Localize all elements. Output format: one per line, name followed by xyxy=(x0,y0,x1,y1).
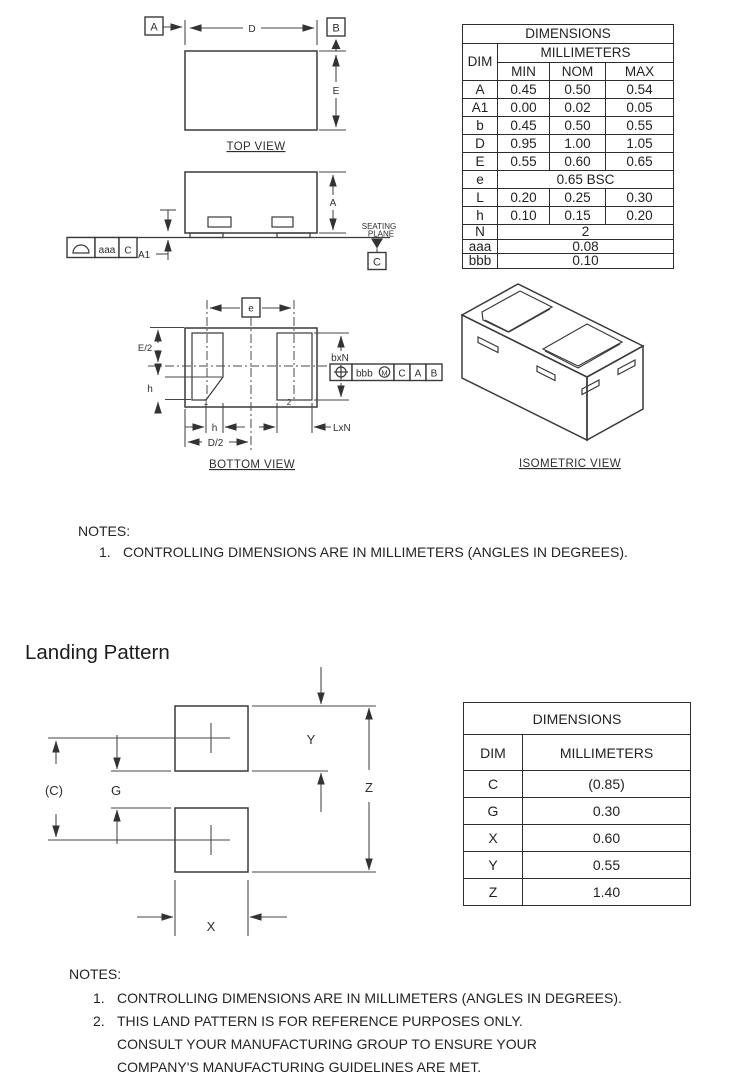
dim-label-bxN: bxN xyxy=(331,353,349,364)
table-row xyxy=(464,798,691,825)
top-view-title: TOP VIEW xyxy=(226,141,286,153)
side-view-drawing xyxy=(67,172,396,270)
value-cell: 0.20 xyxy=(498,189,550,207)
value-cell: 0.95 xyxy=(498,135,550,153)
dim-cell: E xyxy=(463,153,498,171)
table-title: DIMENSIONS xyxy=(463,25,674,44)
package-dimensions-table xyxy=(462,24,674,269)
table-row xyxy=(463,254,674,269)
bottom-view-drawing xyxy=(138,298,442,471)
dim-cell: h xyxy=(463,207,498,225)
table-row xyxy=(463,153,674,171)
iso-side-terminal-4 xyxy=(618,360,635,375)
table-row xyxy=(463,99,674,117)
dim-cell: X xyxy=(464,825,523,852)
dim-label-D2: D/2 xyxy=(207,438,224,449)
datum-a-label: A xyxy=(150,21,158,34)
dim-cell: N xyxy=(463,225,498,240)
iso-side-terminal-2 xyxy=(537,366,555,381)
bottom-view-title: BOTTOM VIEW xyxy=(209,459,295,471)
dim-label-h-side: h xyxy=(147,384,153,395)
dim-header: DIM xyxy=(464,735,523,771)
table-title: DIMENSIONS xyxy=(464,703,691,735)
dim-cell: aaa xyxy=(463,239,498,254)
value-cell: 0.05 xyxy=(606,99,674,117)
table-row xyxy=(464,852,691,879)
dim-cell: L xyxy=(463,189,498,207)
table-row xyxy=(463,117,674,135)
value-cell: 0.20 xyxy=(606,207,674,225)
landing-note-2-cont-2: COMPANY'S MANUFACTURING GUIDELINES ARE MET. xyxy=(117,1059,482,1075)
position-tolerance: bbb xyxy=(356,368,373,380)
value-cell: 0.30 xyxy=(523,798,691,825)
mmc-modifier-letter: M xyxy=(381,368,388,378)
dim-label-e: e xyxy=(248,303,254,315)
seating-plane-text-2: PLANE xyxy=(367,229,395,239)
position-datum-3: B xyxy=(430,368,438,380)
pin-1-number: 1 xyxy=(203,398,209,407)
dim-cell: Z xyxy=(464,879,523,906)
value-cell: 0.60 xyxy=(550,153,606,171)
dim-label-E2: E/2 xyxy=(137,343,153,354)
value-cell: 0.00 xyxy=(498,99,550,117)
landing-note-2-cont-1: CONSULT YOUR MANUFACTURING GROUP TO ENSURE YOUR xyxy=(117,1036,537,1052)
table-row xyxy=(464,771,691,798)
table-row xyxy=(463,171,674,189)
package-body-side xyxy=(185,172,317,233)
dim-label-A1: A1 xyxy=(138,250,151,261)
value-cell: 1.05 xyxy=(606,135,674,153)
value-cell: 0.15 xyxy=(550,207,606,225)
value-cell: (0.85) xyxy=(523,771,691,798)
note-number: 1. xyxy=(99,544,111,560)
landing-notes-heading: NOTES: xyxy=(69,966,122,982)
note-number: 2. xyxy=(93,1013,105,1029)
landing-dimensions-table xyxy=(463,702,691,906)
pin-2-number: 2 xyxy=(286,398,292,407)
iso-side-terminal-1 xyxy=(478,337,498,353)
seating-plane-flag xyxy=(371,239,383,249)
dim-cell: bbb xyxy=(463,254,498,269)
landing-note-1 xyxy=(93,990,622,1006)
dim-cell: D xyxy=(463,135,498,153)
dim-label-A: A xyxy=(329,198,337,209)
unit-header: MILLIMETERS xyxy=(498,44,674,63)
value-cell: 2 xyxy=(498,225,674,240)
table-row xyxy=(463,189,674,207)
value-cell: 0.10 xyxy=(498,254,674,269)
value-cell: 0.10 xyxy=(498,207,550,225)
value-cell: 0.45 xyxy=(498,81,550,99)
flatness-control-frame xyxy=(67,238,137,258)
note-number: 1. xyxy=(93,990,105,1006)
dim-cell: A1 xyxy=(463,99,498,117)
value-cell: 0.60 xyxy=(523,825,691,852)
datum-c-label: C xyxy=(373,256,381,269)
package-note-1 xyxy=(99,544,628,560)
value-cell: 0.02 xyxy=(550,99,606,117)
flatness-datum: C xyxy=(124,245,132,257)
landing-note-2 xyxy=(93,1013,523,1029)
value-cell: 0.55 xyxy=(523,852,691,879)
value-cell: 0.50 xyxy=(550,117,606,135)
landing-pattern-heading: Landing Pattern xyxy=(25,641,170,664)
table-row xyxy=(464,879,691,906)
dim-cell: G xyxy=(464,798,523,825)
value-cell: 0.30 xyxy=(606,189,674,207)
table-row xyxy=(463,207,674,225)
note-text: CONTROLLING DIMENSIONS ARE IN MILLIMETERS (ANGLES IN DEGREES). xyxy=(117,990,622,1006)
flatness-tolerance: aaa xyxy=(98,245,116,256)
dim-cell: Y xyxy=(464,852,523,879)
dim-cell: C xyxy=(464,771,523,798)
iso-side-terminal-3 xyxy=(582,380,599,395)
land-dim-G: G xyxy=(110,783,122,798)
note-text: CONTROLLING DIMENSIONS ARE IN MILLIMETERS (ANGLES IN DEGREES). xyxy=(123,544,628,560)
land-dim-C: (C) xyxy=(44,783,64,798)
land-dim-X: X xyxy=(206,919,216,934)
top-view-drawing xyxy=(145,17,346,153)
dim-cell: e xyxy=(463,171,498,189)
value-cell: 0.25 xyxy=(550,189,606,207)
position-datum-1: C xyxy=(398,368,406,380)
datum-b-flag xyxy=(332,39,341,49)
isometric-view-drawing xyxy=(462,284,643,470)
table-row xyxy=(463,239,674,254)
dim-label-LxN: LxN xyxy=(333,423,351,434)
landing-pattern-drawing xyxy=(45,667,376,936)
value-cell: 1.40 xyxy=(523,879,691,906)
value-cell: 0.45 xyxy=(498,117,550,135)
value-cell: 1.00 xyxy=(550,135,606,153)
table-row xyxy=(463,81,674,99)
iso-pad-1 xyxy=(482,291,552,332)
seating-plane-text-1: SEATING xyxy=(361,222,397,231)
position-datum-2: A xyxy=(414,368,422,380)
land-dim-Z: Z xyxy=(365,780,373,795)
col-header-nom: NOM xyxy=(550,63,606,81)
value-cell: 0.54 xyxy=(606,81,674,99)
unit-header: MILLIMETERS xyxy=(523,735,691,771)
col-header-max: MAX xyxy=(606,63,674,81)
dim-label-h-bottom: h xyxy=(211,423,218,434)
dim-label-D: D xyxy=(248,24,256,35)
package-notes-heading: NOTES: xyxy=(78,523,131,539)
table-row xyxy=(464,825,691,852)
dim-cell: b xyxy=(463,117,498,135)
value-cell: 0.65 BSC xyxy=(498,171,674,189)
datum-b-label: B xyxy=(332,22,340,35)
table-row xyxy=(463,225,674,240)
dim-cell: A xyxy=(463,81,498,99)
table-row xyxy=(463,135,674,153)
land-dim-Y: Y xyxy=(306,732,316,747)
package-body-top xyxy=(185,51,317,130)
value-cell: 0.55 xyxy=(606,117,674,135)
value-cell: 0.65 xyxy=(606,153,674,171)
value-cell: 0.50 xyxy=(550,81,606,99)
value-cell: 0.55 xyxy=(498,153,550,171)
isometric-view-title: ISOMETRIC VIEW xyxy=(518,458,622,470)
position-control-frame xyxy=(330,364,442,381)
value-cell: 0.08 xyxy=(498,239,674,254)
col-header-min: MIN xyxy=(498,63,550,81)
note-text: THIS LAND PATTERN IS FOR REFERENCE PURPOSES ONLY. xyxy=(117,1013,523,1029)
dim-label-E: E xyxy=(332,86,340,97)
dim-header: DIM xyxy=(463,44,498,81)
